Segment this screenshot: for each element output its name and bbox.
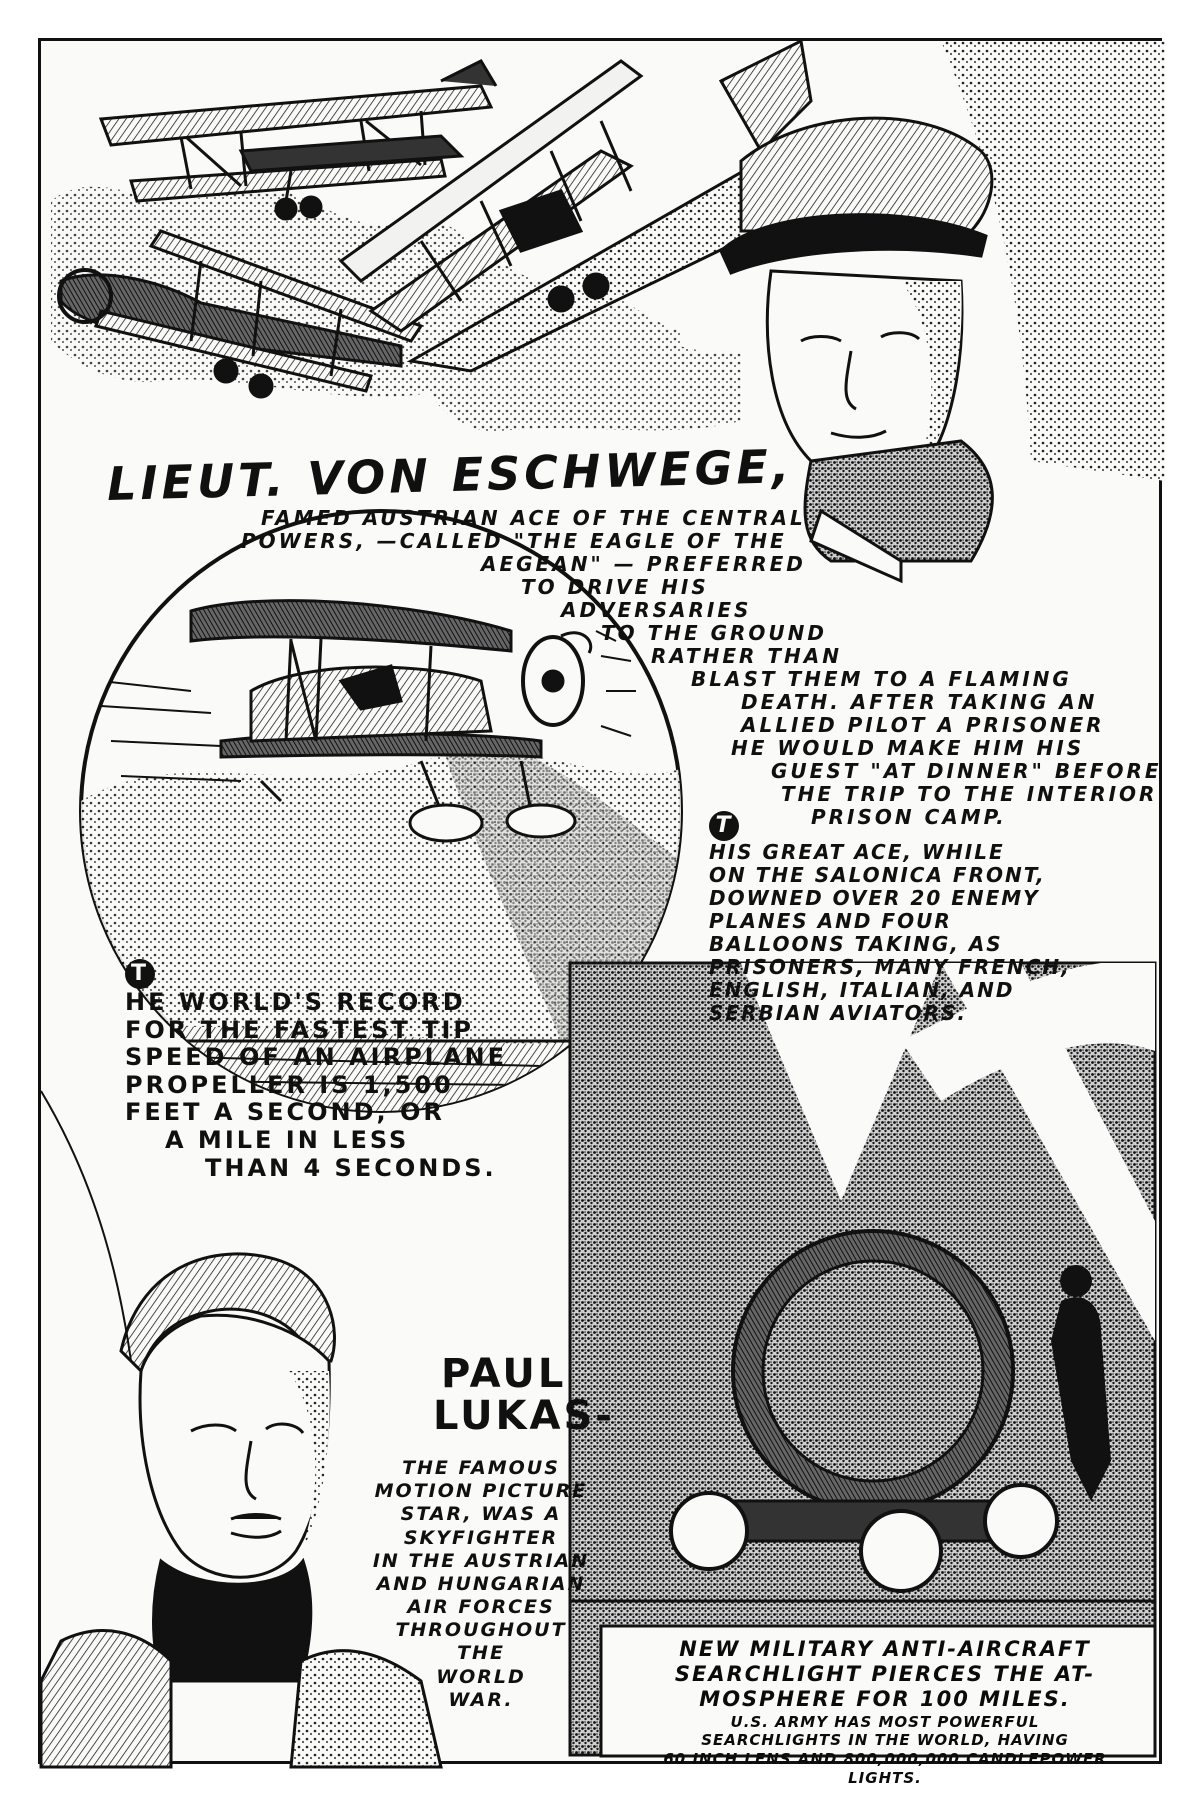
lukas-line: AND HUNGARIAN	[376, 1572, 586, 1595]
lukas-line: IN THE AUSTRIAN	[372, 1549, 590, 1572]
searchlight-sub-line: LIGHTS.	[848, 1768, 922, 1787]
eschwege-line: FAMED AUSTRIAN ACE OF THE CENTRAL	[261, 506, 806, 530]
propeller-line: PROPELLER IS 1,500	[125, 1070, 454, 1099]
propeller-dropcap: T	[125, 959, 155, 989]
eschwege-line: TO DRIVE HIS	[521, 575, 709, 599]
propeller-line: A MILE IN LESS	[165, 1125, 410, 1154]
propeller-line: THAN 4 SECONDS.	[205, 1153, 497, 1182]
searchlight-caption	[615, 1637, 1155, 1788]
lukas-line: WAR.	[448, 1688, 514, 1711]
eschwege-text	[201, 507, 1161, 829]
eschwege-line: TO THE GROUND	[601, 621, 828, 645]
salonica-text	[709, 811, 1089, 1025]
lukas-text	[366, 1457, 596, 1712]
eschwege-line: DEATH. AFTER TAKING AN	[741, 690, 1098, 714]
salonica-dropcap: T	[709, 811, 739, 841]
propeller-line: FOR THE FASTEST TIP	[125, 1015, 475, 1044]
lukas-line: MOTION PICTURE	[374, 1480, 588, 1503]
lukas-line: AIR FORCES	[407, 1596, 555, 1619]
searchlight-headline-line: SEARCHLIGHT PIERCES THE AT-	[674, 1662, 1096, 1687]
salonica-line: ENGLISH, ITALIAN, AND	[709, 978, 1015, 1002]
searchlight-headline-line: NEW MILITARY ANTI-AIRCRAFT	[679, 1637, 1091, 1661]
lukas-heading-line: PAUL	[441, 1351, 567, 1397]
eschwege-line: AEGEAN" — PREFERRED	[481, 552, 806, 576]
salonica-line: DOWNED OVER 20 ENEMY	[709, 886, 1040, 910]
salonica-line: ON THE SALONICA FRONT,	[709, 863, 1046, 887]
propeller-line: HE WORLD'S RECORD	[125, 988, 466, 1016]
searchlight-sub-line: SEARCHLIGHTS IN THE WORLD, HAVING	[701, 1731, 1069, 1750]
salonica-line: PLANES AND FOUR	[709, 909, 952, 933]
lukas-line: THROUGHOUT	[395, 1619, 567, 1642]
comic-panel	[38, 38, 1162, 1787]
eschwege-line: THE TRIP TO THE INTERIOR	[781, 782, 1158, 806]
salonica-line: PRISONERS, MANY FRENCH,	[709, 955, 1071, 979]
eschwege-line: GUEST "AT DINNER" BEFORE	[771, 759, 1162, 783]
eschwege-line: ALLIED PILOT A PRISONER	[741, 713, 1105, 737]
lukas-line: SKYFIGHTER	[403, 1526, 559, 1549]
propeller-line: SPEED OF AN AIRPLANE	[125, 1043, 508, 1072]
propeller-line: FEET A SECOND, OR	[125, 1098, 445, 1127]
eschwege-line: ADVERSARIES	[561, 598, 752, 622]
lukas-line: WORLD	[436, 1665, 526, 1688]
salonica-line: SERBIAN AVIATORS.	[709, 1001, 967, 1025]
lukas-line: THE	[457, 1642, 505, 1665]
lukas-line: STAR, WAS A	[400, 1503, 562, 1526]
eschwege-line: RATHER THAN	[651, 644, 842, 668]
lukas-heading-line: LUKAS-	[433, 1393, 615, 1439]
searchlight-headline-line: MOSPHERE FOR 100 MILES.	[699, 1687, 1071, 1712]
eschwege-heading: LIEUT. VON ESCHWEGE,	[106, 439, 794, 511]
propeller-text	[125, 959, 605, 1182]
searchlight-sub-line: U.S. ARMY HAS MOST POWERFUL	[730, 1712, 1040, 1731]
eschwege-line: POWERS, —CALLED "THE EAGLE OF THE	[241, 529, 787, 553]
salonica-line: BALLOONS TAKING, AS	[709, 932, 1003, 956]
lukas-line: THE FAMOUS	[402, 1457, 560, 1479]
eschwege-line: BLAST THEM TO A FLAMING	[691, 667, 1072, 691]
eschwege-line: PRISON CAMP.	[811, 805, 1007, 829]
lukas-heading	[433, 1353, 615, 1437]
searchlight-sub-line: 60 INCH LENS AND 800,000,000 CANDLEPOWER	[663, 1750, 1107, 1769]
eschwege-line: HE WOULD MAKE HIM HIS	[731, 736, 1085, 760]
salonica-line: HIS GREAT ACE, WHILE	[709, 840, 1005, 864]
